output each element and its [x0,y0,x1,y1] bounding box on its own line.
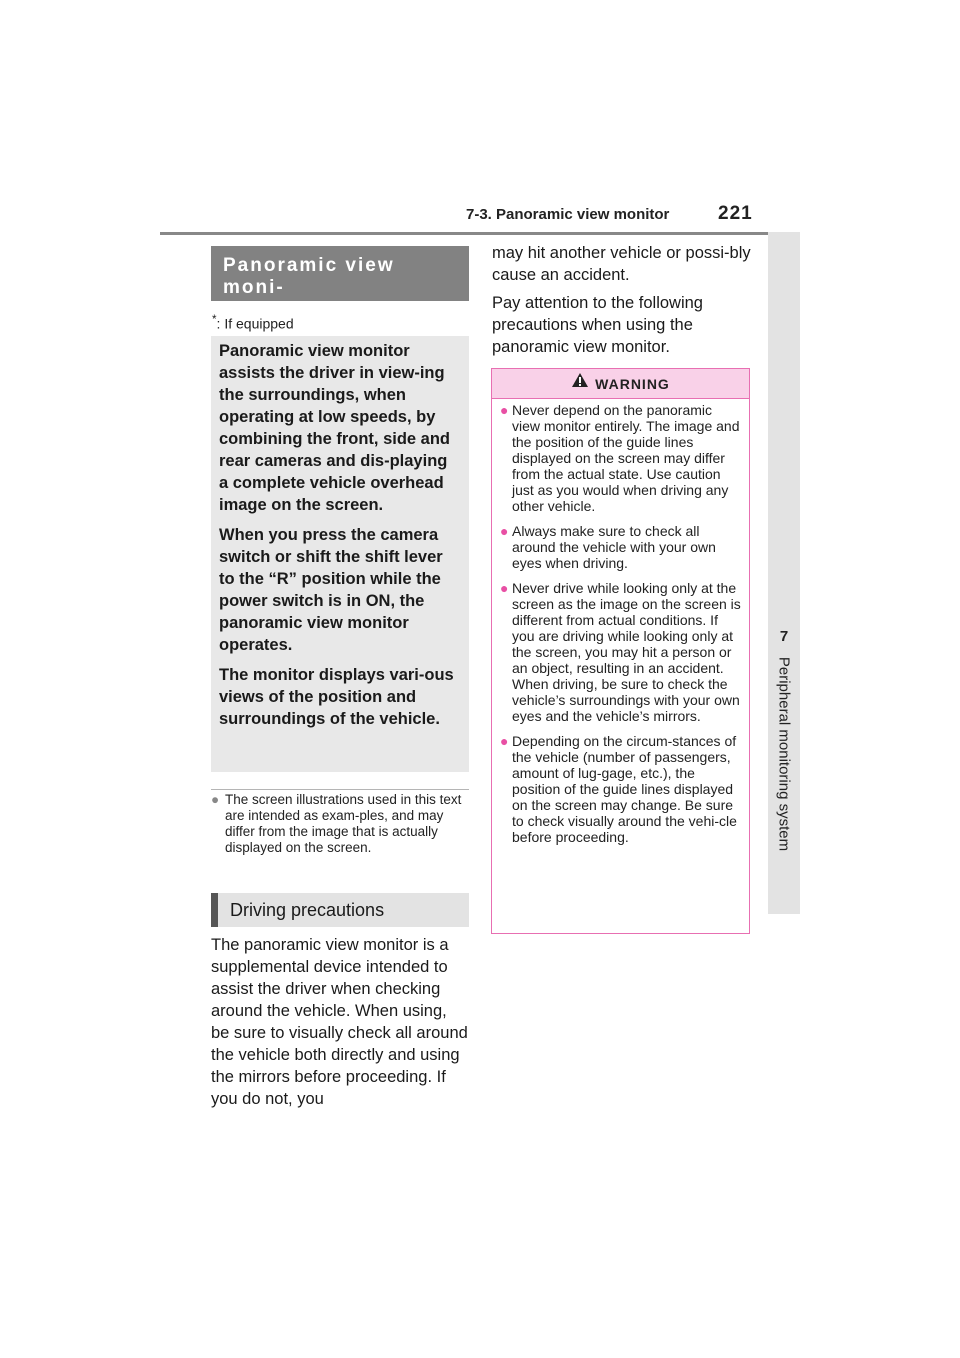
section-heading-line1: Panoramic view moni- [223,255,395,298]
bullet-icon: ● [211,792,220,807]
driving-precautions-body-continued: may hit another vehicle or possi-bly cause an accident. [492,244,751,284]
chapter-number: 7 [779,628,789,645]
footnote-text: : If equipped [216,315,294,332]
bullet-icon: ● [500,733,509,749]
bullet-icon: ● [500,580,509,596]
header-rule [160,232,800,235]
intro-box [211,336,469,772]
intro-paragraph: The monitor displays vari-ous views of the position and surroundings of the vehicle. [219,666,454,728]
warning-header [492,369,749,399]
warning-item-text: Always make sure to check all around the vehicle with your own eyes when driving. [512,523,716,571]
bullet-icon: ● [500,523,509,539]
section-title: 7-3. Panoramic view monitor [466,206,670,223]
warning-triangle-icon [571,368,589,398]
warning-item-text: Depending on the circum-stances of the vehicle (number of passengers, amount of lug-gage, etc.), the position of the guide lines displayed on the screen may change. Be sure to check visually around the vehi-cle before proceeding. [512,733,737,845]
warning-item [500,733,743,845]
intro-paragraph: Panoramic view monitor assists the driver in view-ing the surroundings, when operating at low speeds, by combining the front, side and rear cameras and dis-playing a complete vehicle overhead image on the screen. [219,342,450,514]
chapter-title: Peripheral monitoring system [775,656,793,852]
screen-note [211,792,469,856]
warning-item-text: Never depend on the panoramic view monitor entirely. The image and the position of the guide lines displayed on the screen may differ from the actual state. Use caution just as you would when driving any other vehicle. [512,402,740,514]
warning-list [500,402,743,854]
warning-item-text: Never drive while looking only at the screen as the image on the screen is different from actual conditions. If you are driving while looking only at the screen, you may hit a person or an object, resulting in an accident. When driving, be sure to check the vehicle’s surroundings with your own eyes and the vehicle’s mirrors. [512,580,741,724]
bullet-icon: ● [500,402,509,418]
section-heading-panoramic [211,246,469,320]
footnote-mark: * [212,313,217,326]
warning-item [500,580,743,724]
note-rule [211,789,469,790]
warning-title: WARNING [595,376,670,392]
driving-precautions-body: The panoramic view monitor is a supplemental device intended to assist the driver when checking around the vehicle. When using, be sure to visually check all around the vehicle both directly and using the mirrors before proceeding. If you do not, you [211,936,468,1108]
section-heading-line2: tor [223,299,255,320]
intro-paragraph: When you press the camera switch or shift the shift lever to the “R” position while the power switch is in ON, the panoramic view monitor operates. [219,526,443,654]
footnote [212,313,294,332]
section-heading-driving-precautions: Driving precautions [211,893,469,927]
section-heading-mark: * [254,302,261,314]
warning-item [500,402,743,514]
warning-box [491,368,750,934]
warning-item [500,523,743,571]
driving-precautions-body-2: Pay attention to the following precautions when using the panoramic view monitor. [492,294,703,356]
note-text: The screen illustrations used in this text are intended as exam-ples, and may differ from the image that is actually displayed on the screen. [225,792,462,855]
page-number: 221 [718,203,753,224]
